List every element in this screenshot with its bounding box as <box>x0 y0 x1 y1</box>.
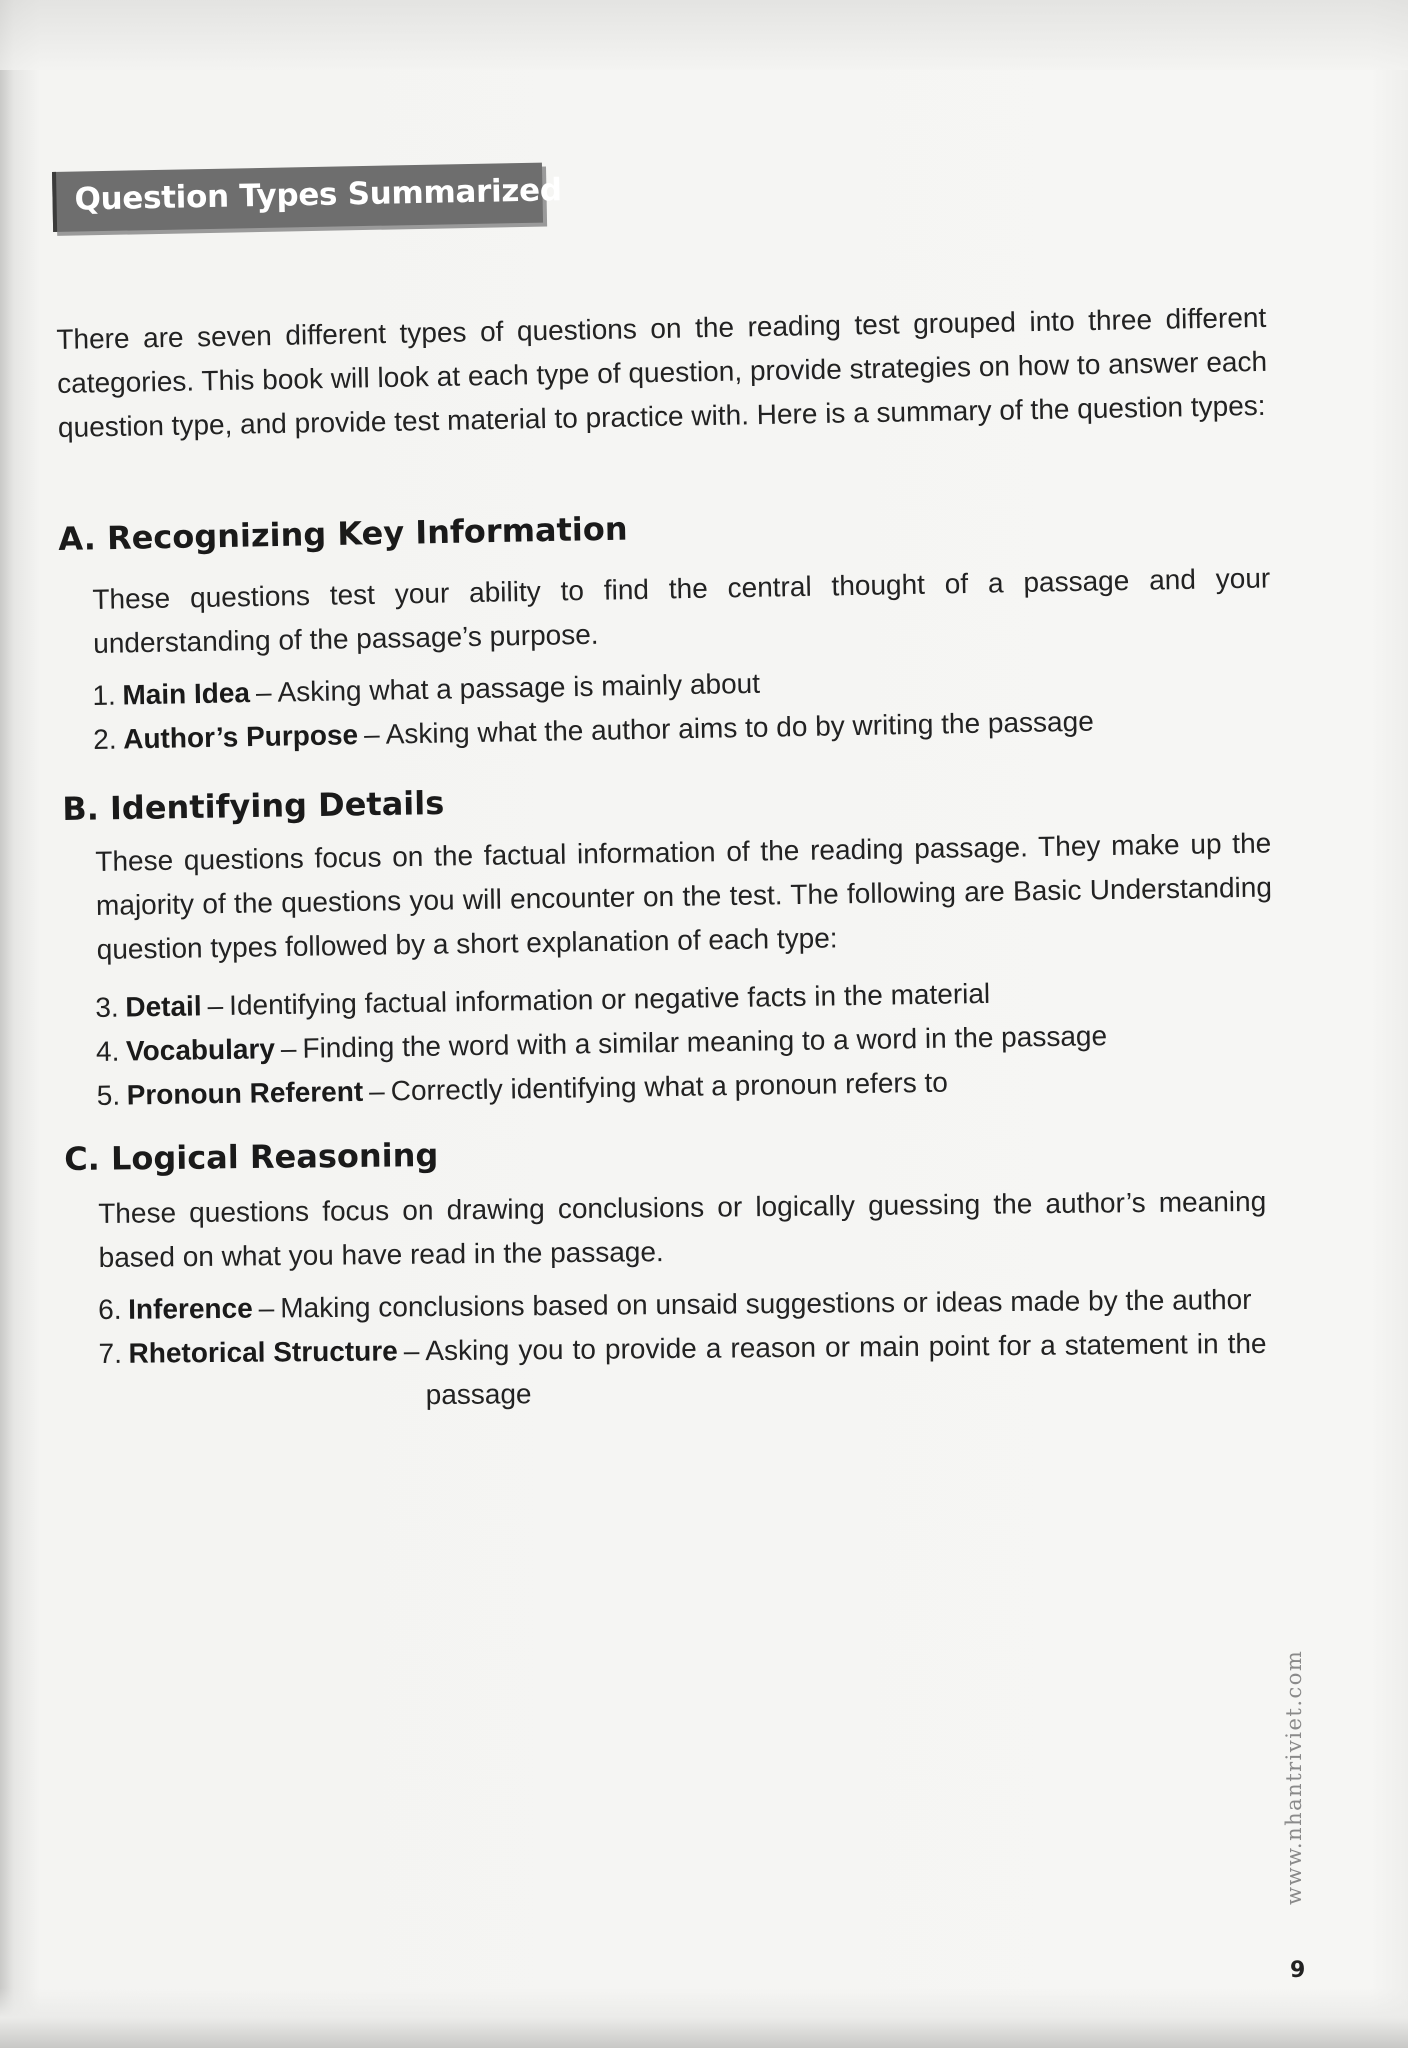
question-type-name: Pronoun Referent <box>126 1075 364 1111</box>
item-number: 1. <box>92 679 117 711</box>
page-number: 9 <box>1290 1958 1306 1983</box>
dash-separator: – <box>363 718 380 751</box>
question-type-description: Asking what the author aims to do by writing the passage <box>385 705 1095 750</box>
category-heading-c: C. Logical Reasoning <box>64 1136 439 1178</box>
item-number: 5. <box>96 1079 121 1111</box>
dash-separator: – <box>207 989 224 1022</box>
dash-separator: – <box>280 1032 297 1065</box>
question-type-item <box>98 1322 1267 1420</box>
item-number: 6. <box>98 1293 122 1325</box>
category-description-b: These questions focus on the factual information of the reading passage. They make up the majority of the questions you will encounter on the test. The following are Basic Understanding question types followed by a short explanation of each type: <box>95 827 1273 965</box>
category-description-a: These questions test your ability to find the central thought of a passage and your understanding of the passage’s purpose. <box>92 562 1271 659</box>
question-type-name: Main Idea <box>122 677 251 711</box>
intro-paragraph: There are seven different types of questions on the reading test grouped into three different categories. This book will look at each type of question, provide strategies on how to answer each question type, and provide test material to practice with. Here is a summary of the question types: <box>56 301 1268 443</box>
dash-separator: – <box>258 1292 275 1324</box>
category-heading-b: B. Identifying Details <box>62 784 445 828</box>
item-number: 7. <box>98 1337 123 1369</box>
question-type-name: Detail <box>125 990 202 1023</box>
question-list-c <box>98 1278 1267 1420</box>
category-heading-a: A. Recognizing Key Information <box>58 509 628 558</box>
question-type-description: Finding the word with a similar meaning to a word in the passage <box>302 1020 1108 1064</box>
question-type-description: Asking what a passage is mainly about <box>277 667 761 708</box>
page-top-shadow <box>0 0 1408 70</box>
section-title: Question Types Summarized <box>74 172 563 218</box>
question-list-b <box>95 968 1273 1118</box>
question-type-description: Identifying factual information or negative facts in the material <box>228 977 991 1021</box>
page-bottom-shadow <box>0 1988 1408 2048</box>
publisher-website: www.nhantriviet.com <box>1282 1649 1306 1905</box>
dash-separator: – <box>255 676 272 708</box>
question-type-name: Inference <box>128 1292 253 1325</box>
question-type-name: Vocabulary <box>125 1033 276 1067</box>
question-list-a <box>92 652 1271 762</box>
question-type-name: Author’s Purpose <box>122 719 359 755</box>
item-number: 3. <box>95 991 119 1023</box>
item-number: 2. <box>92 723 117 755</box>
question-type-description: Making conclusions based on unsaid suggestions or ideas made by the author <box>280 1283 1252 1324</box>
dash-separator: – <box>403 1335 420 1367</box>
question-type-name: Rhetorical Structure <box>128 1335 398 1369</box>
item-number: 4. <box>95 1035 120 1067</box>
section-banner <box>52 163 563 232</box>
dash-separator: – <box>368 1075 385 1107</box>
question-type-description: Asking you to provide a reason or main point for a statement in the passage <box>425 1327 1267 1411</box>
question-type-description: Correctly identifying what a pronoun refers to <box>390 1066 949 1107</box>
category-description-c: These questions focus on drawing conclusions or logically guessing the author’s meaning based on what you have read in the passage. <box>98 1185 1267 1273</box>
